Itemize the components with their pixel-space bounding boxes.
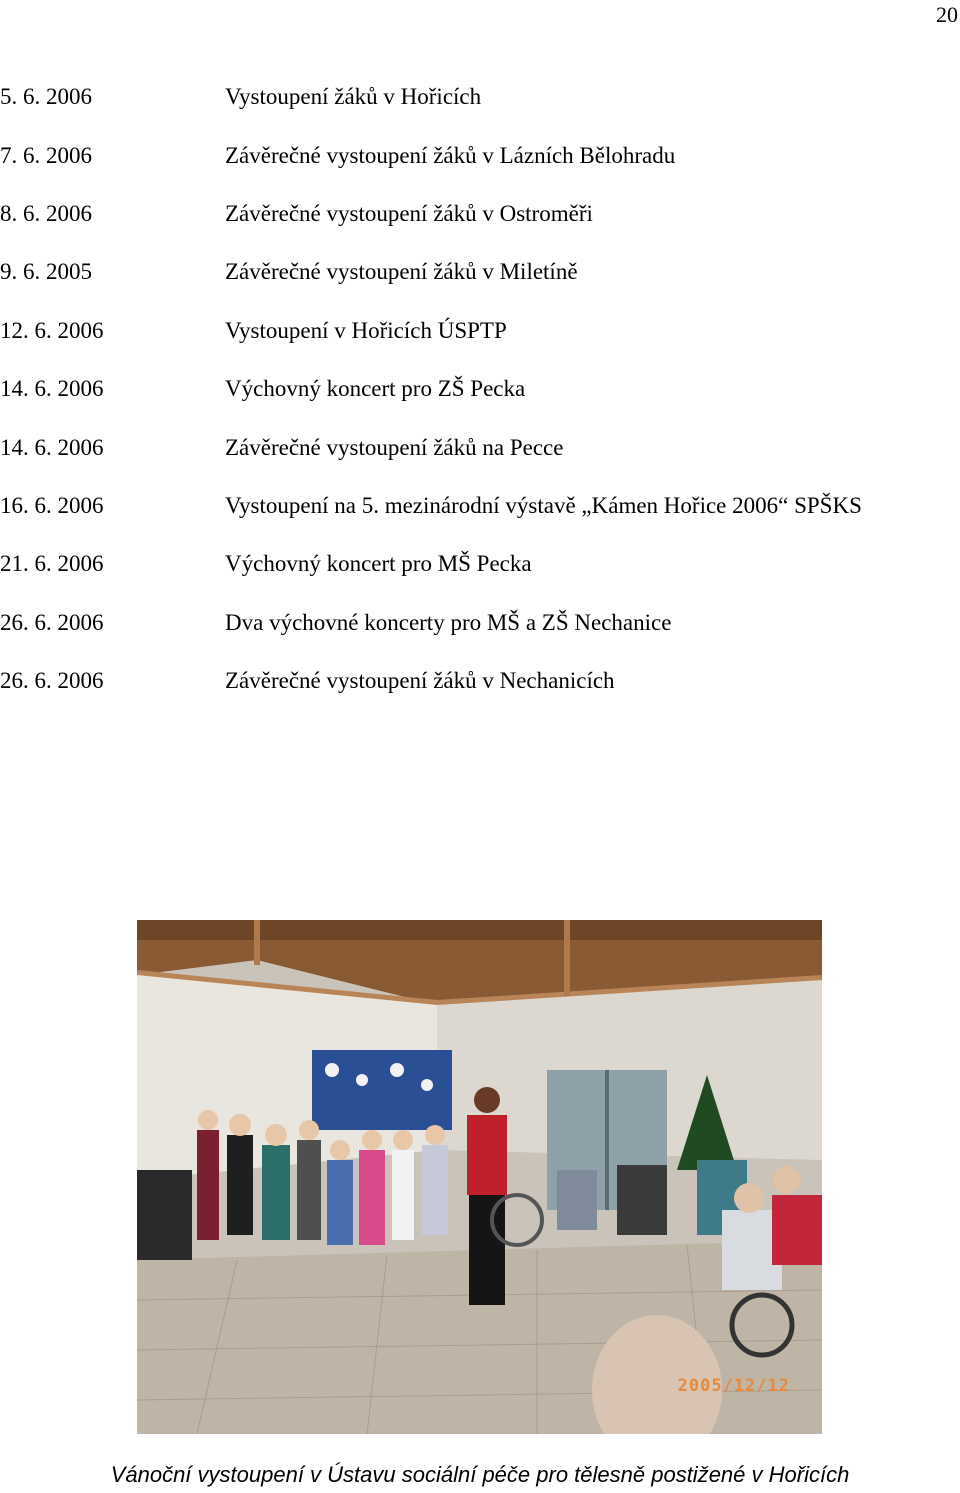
event-row — [0, 302, 960, 360]
event-row — [0, 535, 960, 593]
concert-photo-illustration — [137, 920, 822, 1434]
concert-photo — [137, 920, 822, 1434]
event-date: 8. 6. 2006 — [0, 200, 92, 226]
event-date: 12. 6. 2006 — [0, 317, 104, 343]
event-row — [0, 126, 960, 184]
event-row — [0, 418, 960, 476]
event-date: 21. 6. 2006 — [0, 551, 104, 577]
event-row — [0, 360, 960, 418]
event-description: Výchovný koncert pro MŠ Pecka — [225, 551, 532, 577]
event-row — [0, 477, 960, 535]
photo-caption: Vánoční vystoupení v Ústavu sociální péče pro tělesně postižené v Hořicích — [110, 1462, 850, 1487]
event-date: 14. 6. 2006 — [0, 376, 104, 402]
page-number: 20 — [936, 2, 958, 27]
event-description: Závěrečné vystoupení žáků v Nechanicích — [225, 668, 615, 694]
event-description: Vystoupení žáků v Hořicích — [225, 84, 482, 110]
event-date: 9. 6. 2005 — [0, 259, 92, 285]
event-row — [0, 243, 960, 301]
event-date: 5. 6. 2006 — [0, 84, 92, 110]
event-description: Závěrečné vystoupení žáků v Miletíně — [225, 259, 578, 285]
event-date: 14. 6. 2006 — [0, 434, 104, 460]
event-description: Závěrečné vystoupení žáků na Pecce — [225, 434, 564, 460]
event-description: Závěrečné vystoupení žáků v Ostroměři — [225, 200, 593, 226]
event-row — [0, 68, 960, 126]
event-row — [0, 594, 960, 652]
event-description: Výchovný koncert pro ZŠ Pecka — [225, 376, 526, 402]
event-row — [0, 185, 960, 243]
event-description: Vystoupení na 5. mezinárodní výstavě „Kámen Hořice 2006“ SPŠKS — [225, 492, 862, 518]
event-date: 26. 6. 2006 — [0, 609, 104, 635]
event-description: Závěrečné vystoupení žáků v Lázních Bělohradu — [225, 142, 676, 168]
event-description: Vystoupení v Hořicích ÚSPTP — [225, 317, 507, 343]
event-row — [0, 652, 960, 710]
event-description: Dva výchovné koncerty pro MŠ a ZŠ Nechanice — [225, 609, 672, 635]
event-date: 16. 6. 2006 — [0, 492, 104, 518]
event-date: 26. 6. 2006 — [0, 668, 104, 694]
photo-date-stamp: 2005/12/12 — [677, 1376, 790, 1396]
event-date: 7. 6. 2006 — [0, 142, 92, 168]
event-list — [0, 68, 960, 710]
